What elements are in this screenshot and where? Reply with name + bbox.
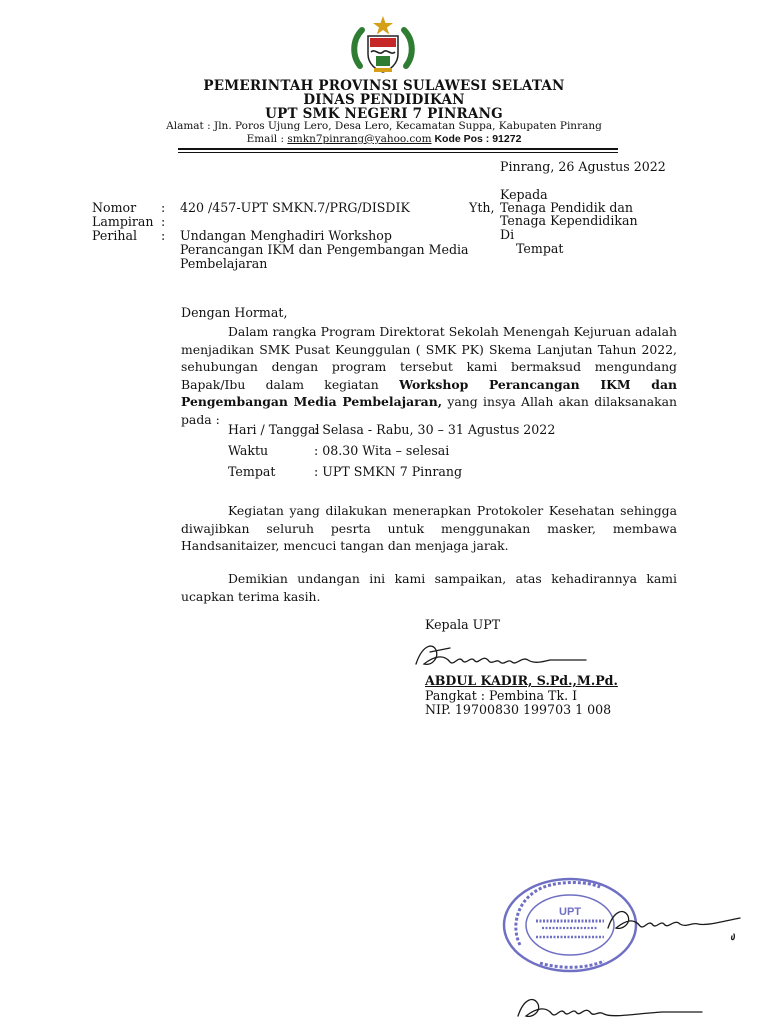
recipient-di: Di — [500, 227, 515, 242]
schedule-place-label: Tempat — [228, 464, 276, 479]
recipient-line2: Tenaga Kependidikan — [500, 213, 638, 228]
schedule-time-value: : 08.30 Wita – selesai — [314, 443, 450, 458]
perihal-label: Perihal — [92, 228, 138, 243]
svg-text:UPT: UPT — [559, 906, 581, 918]
recipient-place: Tempat — [516, 241, 564, 256]
province-emblem — [346, 14, 420, 76]
perihal-value-line2: Perancangan IKM dan Pengembangan Media — [180, 242, 469, 257]
recipient-line1: Tenaga Pendidik dan — [500, 200, 634, 215]
paragraph-health-protocol: Kegiatan yang dilakukan menerapkan Protokoler Kesehatan sehingga diwajibkan seluruh pesrta untuk menggunakan masker, membawa Handsanitaizer, mencuci tangan dan menjaga jarak. — [181, 503, 677, 554]
letterhead-school: UPT SMK NEGERI 7 PINRANG — [265, 106, 503, 122]
letterhead-government: PEMERINTAH PROVINSI SULAWESI SELATAN — [203, 78, 565, 94]
schedule-place-value: : UPT SMKN 7 Pinrang — [314, 464, 463, 479]
stamp-signature — [600, 898, 750, 948]
nomor-colon: : — [161, 200, 166, 215]
nomor-value: 420 /457-UPT SMKN.7/PRG/DISDIK — [180, 200, 410, 215]
perihal-value-line1: Undangan Menghadiri Workshop — [180, 228, 392, 243]
signatory-nip: NIP. 19700830 199703 1 008 — [425, 702, 612, 717]
signatory-name: ABDUL KADIR, S.Pd.,M.Pd. — [425, 673, 618, 688]
schedule-day-value: : Selasa - Rabu, 30 – 31 Agustus 2022 — [314, 422, 556, 437]
event-title: Workshop Perancangan IKM dan Pengembangan Media Pembelajaran, — [181, 376, 677, 410]
lampiran-label: Lampiran — [92, 214, 154, 229]
schedule-day-label: Hari / Tanggal — [228, 422, 320, 437]
bottom-signature — [512, 990, 712, 1024]
letterhead-contact — [0, 133, 768, 145]
email-link[interactable]: smkn7pinrang@yahoo.com — [287, 133, 432, 145]
postal-code: Kode Pos : 91272 — [431, 133, 522, 145]
paragraph-intro-text: Dalam rangka Program Direktorat Sekolah Menengah Kejuruan adalah menjadikan SMK Pusat Keunggulan ( SMK PK) Skema Lanjutan Tahun 2022, sehubungan dengan program tersebut kami bermaksud mengundang Bapak/Ibu dalam kegiatan — [181, 324, 677, 392]
recipient-yth: Yth, — [469, 200, 495, 215]
schedule-time-label: Waktu — [228, 443, 269, 458]
letterhead-address: Alamat : Jln. Poros Ujung Lero, Desa Lero, Kecamatan Suppa, Kabupaten Pinrang — [166, 120, 602, 132]
perihal-value-line3: Pembelajaran — [180, 256, 268, 271]
paragraph-closing: Demikian undangan ini kami sampaikan, atas kehadirannya kami ucapkan terima kasih. — [181, 571, 677, 604]
signatory-rank: Pangkat : Pembina Tk. I — [425, 688, 578, 703]
nomor-label: Nomor — [92, 200, 137, 215]
greeting: Dengan Hormat, — [181, 305, 288, 320]
letterhead-department: DINAS PENDIDIKAN — [303, 92, 465, 108]
signatory-title: Kepala UPT — [425, 617, 501, 632]
letterhead-divider-thick — [178, 148, 618, 150]
email-label: Email : — [246, 133, 288, 145]
letterhead-divider-thin — [178, 152, 618, 153]
perihal-colon: : — [161, 228, 166, 243]
recipient-kepada: Kepada — [500, 187, 548, 202]
lampiran-colon: : — [161, 214, 166, 229]
handwritten-signature — [410, 636, 600, 676]
paragraph-intro-tail: yang insya Allah akan dilaksanakan pada : — [181, 394, 677, 427]
letter-date: Pinrang, 26 Agustus 2022 — [500, 159, 666, 174]
paragraph-intro — [181, 323, 677, 429]
